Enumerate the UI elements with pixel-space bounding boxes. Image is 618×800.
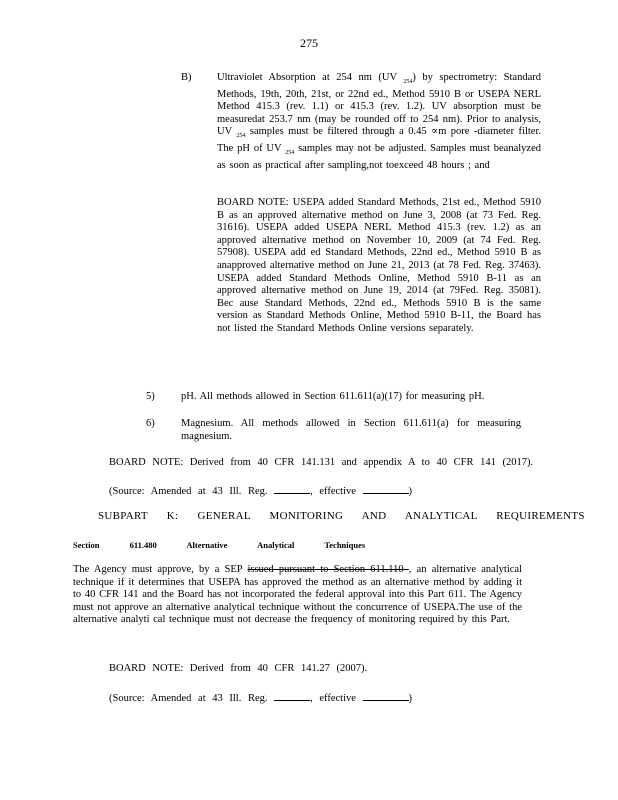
source-suffix: ) xyxy=(408,693,413,704)
body-text-part: The Agency must approve, by a SEP xyxy=(73,564,248,575)
source-mid: , effective xyxy=(310,693,356,704)
body-text-part: , an alternative analytical technique if it determines that USEPA has approved the method as an alternative method by adding it to 40 CFR 141 and the Board has not incorporated the federal approval into this Part 611. The Agency must not approve an alternative analytical technique without the concurrence of USEPA.The use of the alternative analyti cal technique must not decrease the frequency of monitoring required by this Part. xyxy=(73,564,523,626)
source-suffix: ) xyxy=(408,486,413,497)
item-b-text-part: samples may not be adjusted. Samples must beanalyzed as soon as practical after sampling,not toexceed 48 hours ; and xyxy=(217,143,541,171)
item-b-label: B) xyxy=(181,72,192,83)
item-b-text-part: Ultraviolet Absorption at 254 nm (UV xyxy=(217,72,404,83)
item-b-text xyxy=(217,72,541,172)
subpart-heading: SUBPART K: GENERAL MONITORING AND ANALYTICAL REQUIREMENTS xyxy=(98,510,585,522)
item-b-board-note: BOARD NOTE: USEPA added Standard Methods, 21st ed., Method 5910 B as an approved alternative method on June 3, 2008 (at 73 Fed. Reg. 31616). USEPA added USEPA NERL Method 415.3 (rev. 1.2) as an approved alternative method on November 10, 2009 (at 74 Fed. Reg. 57908). USEPA add ed Standard Methods, 22nd ed., Method 5910 B as anapproved alternative method on June 21, 2013 (at 78 Fed. Reg. 37463). USEPA added Standard Methods Online, Method 5910 B-11 as an approved alternative method on June 19, 2014 (at 79Fed. Reg. 35081). Bec ause Standard Methods, 22nd ed., Methods 5910 B is the same version as Standard Methods Online, Method 5910 B-11, the Board has not listed the Standard Methods Online versions separately. xyxy=(217,197,541,334)
subscript: 254 xyxy=(236,133,246,140)
source-prefix: (Source: Amended at 43 Ill. Reg. xyxy=(109,486,268,497)
reg-blank xyxy=(274,483,310,494)
section-body xyxy=(73,564,522,627)
item-5-text: pH. All methods allowed in Section 611.611(a)(17) for measuring pH. xyxy=(181,391,485,402)
source-note-2 xyxy=(109,690,412,706)
item-b-text-part: ) by spectrometry: Standard Methods, 19th, 20th, 21st, or 22nd ed., Method 5910 B or USEPA NERL Method 415.3 (rev. 1.1) or 415.3 (rev. 1.2). UV absorption must be measuredat 253.7 nm (may be rounded off to 254 nm). Prior to analysis, UV xyxy=(217,72,541,138)
board-note-1: BOARD NOTE: Derived from 40 CFR 141.131 and appendix A to 40 CFR 141 (2017). xyxy=(109,457,534,468)
subscript: 254 xyxy=(285,150,295,157)
board-note-2: BOARD NOTE: Derived from 40 CFR 141.27 (2007). xyxy=(109,663,368,674)
section-heading: Section 611.480 Alternative Analytical Techniques xyxy=(73,540,366,550)
item-6-label: 6) xyxy=(146,418,155,429)
effective-blank xyxy=(363,690,409,701)
reg-blank xyxy=(274,690,310,701)
effective-blank xyxy=(363,483,409,494)
page-number: 275 xyxy=(300,36,318,50)
item-b-text-part: samples must be filtered through a 0.45 ∝m pore -diameter filter. The pH of UV xyxy=(217,126,542,155)
struck-text: issued pursuant to Section 611.110 xyxy=(247,564,409,575)
item-5-label: 5) xyxy=(146,391,155,402)
subscript: 254 xyxy=(403,79,413,86)
source-prefix: (Source: Amended at 43 Ill. Reg. xyxy=(109,693,268,704)
source-note-1 xyxy=(109,483,412,499)
item-6-text: Magnesium. All methods allowed in Section 611.611(a) for measuring magnesium. xyxy=(181,418,521,442)
source-mid: , effective xyxy=(310,486,356,497)
